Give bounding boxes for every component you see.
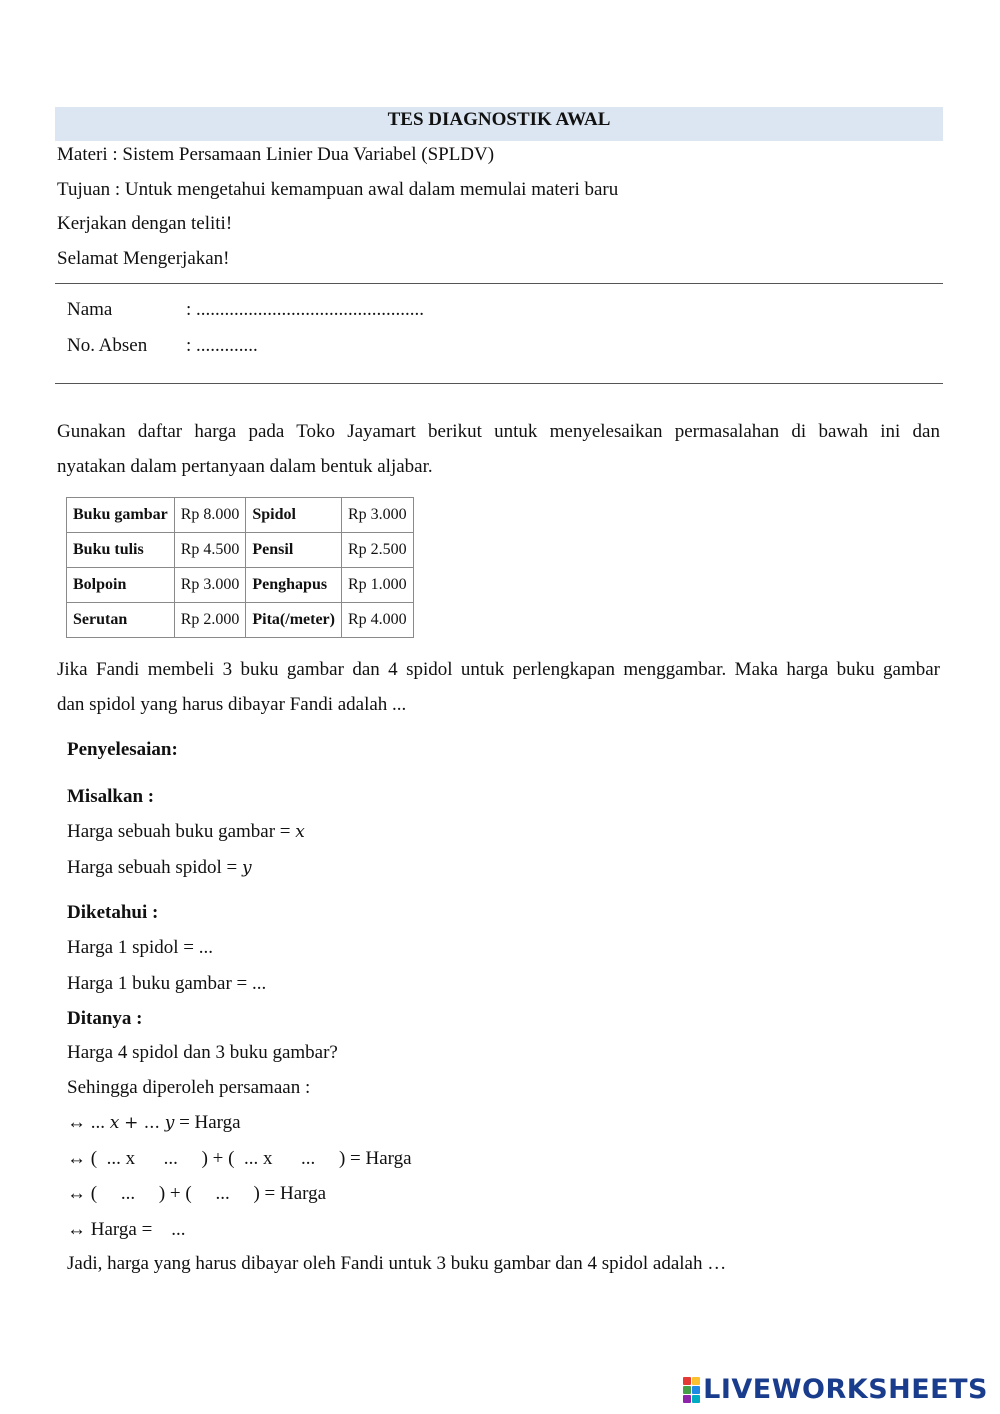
variable-x: x: [295, 822, 305, 842]
misalkan-x-line: [67, 821, 305, 843]
test-title: TES DIAGNOSTIK AWAL: [55, 107, 943, 141]
item-name-cell: Penghapus: [246, 568, 342, 603]
item-name-cell: Pita(/meter): [246, 603, 342, 638]
price-row: [67, 498, 414, 533]
question-line-1: Jika Fandi membeli 3 buku gambar dan 4 spidol untuk perlengkapan menggambar. Maka harga buku gambar: [57, 659, 940, 680]
item-name-cell: Buku tulis: [67, 533, 175, 568]
step-1-var-y: y: [164, 1113, 175, 1133]
item-name-cell: Serutan: [67, 603, 175, 638]
logo-text: LIVEWORKSHEETS: [703, 1374, 988, 1405]
ditanya-heading: Ditanya :: [67, 1008, 143, 1029]
item-price-cell: Rp 3.000: [341, 498, 413, 533]
tujuan-line: Tujuan : Untuk mengetahui kemampuan awal dalam memulai materi baru: [57, 179, 619, 200]
logo-square: [683, 1395, 691, 1403]
diketahui-buku[interactable]: Harga 1 buku gambar = ...: [67, 973, 267, 994]
item-price-cell: Rp 2.000: [174, 603, 246, 638]
misalkan-heading: Misalkan :: [67, 786, 155, 807]
misalkan-y-line: [67, 857, 252, 879]
instruction-line: Kerjakan dengan teliti!: [57, 213, 233, 234]
item-name-cell: Spidol: [246, 498, 342, 533]
logo-square: [692, 1386, 700, 1394]
misalkan-x-text: Harga sebuah buku gambar =: [67, 821, 291, 842]
item-price-cell: Rp 8.000: [174, 498, 246, 533]
step-1-coef-y[interactable]: + ...: [124, 1113, 160, 1133]
variable-y: y: [242, 858, 252, 878]
step-1-result: = Harga: [179, 1112, 241, 1133]
logo-square: [692, 1377, 700, 1385]
logo-mark-icon: [683, 1377, 700, 1403]
equation-step-3[interactable]: ↔ ( ... ) + ( ... ) = Harga: [67, 1183, 327, 1204]
equation-step-1[interactable]: [67, 1112, 241, 1134]
question-line-2: dan spidol yang harus dibayar Fandi adalah ...: [57, 694, 407, 715]
materi-line: Materi : Sistem Persamaan Linier Dua Variabel (SPLDV): [57, 144, 495, 165]
persamaan-intro: Sehingga diperoleh persamaan :: [67, 1077, 311, 1098]
greeting-line: Selamat Mengerjakan!: [57, 248, 230, 269]
intro-line-1: Gunakan daftar harga pada Toko Jayamart berikut untuk menyelesaikan permasalahan di bawah ini dan: [57, 421, 940, 442]
item-price-cell: Rp 4.000: [341, 603, 413, 638]
item-price-cell: Rp 4.500: [174, 533, 246, 568]
diketahui-spidol[interactable]: Harga 1 spidol = ...: [67, 937, 213, 958]
equation-step-4[interactable]: ↔ Harga = ...: [67, 1219, 186, 1240]
logo-square: [683, 1377, 691, 1385]
item-name-cell: Buku gambar: [67, 498, 175, 533]
absen-field[interactable]: : .............: [186, 335, 258, 356]
name-label: Nama: [67, 299, 113, 320]
diketahui-heading: Diketahui :: [67, 902, 159, 923]
item-name-cell: Pensil: [246, 533, 342, 568]
intro-line-2: nyatakan dalam pertanyaan dalam bentuk aljabar.: [57, 456, 433, 477]
item-name-cell: Bolpoin: [67, 568, 175, 603]
ditanya-text: Harga 4 spidol dan 3 buku gambar?: [67, 1042, 338, 1063]
item-price-cell: Rp 3.000: [174, 568, 246, 603]
logo-square: [692, 1395, 700, 1403]
solution-heading: Penyelesaian:: [67, 739, 178, 760]
divider-top: [55, 283, 943, 284]
misalkan-y-text: Harga sebuah spidol =: [67, 857, 238, 878]
item-price-cell: Rp 2.500: [341, 533, 413, 568]
equation-step-2[interactable]: ↔ ( ... x ... ) + ( ... x ... ) = Harga: [67, 1148, 412, 1169]
price-row: [67, 603, 414, 638]
step-1-coef-x[interactable]: ↔ ...: [67, 1112, 105, 1133]
price-row: [67, 533, 414, 568]
name-field[interactable]: : ................................................: [186, 299, 425, 320]
absen-label: No. Absen: [67, 335, 148, 356]
divider-bottom: [55, 383, 943, 384]
item-price-cell: Rp 1.000: [341, 568, 413, 603]
price-row: [67, 568, 414, 603]
step-1-var-x: x: [109, 1113, 120, 1133]
logo-square: [683, 1386, 691, 1394]
liveworksheets-logo: [683, 1374, 988, 1405]
price-table: [66, 497, 414, 638]
conclusion[interactable]: Jadi, harga yang harus dibayar oleh Fandi untuk 3 buku gambar dan 4 spidol adalah …: [67, 1253, 727, 1274]
